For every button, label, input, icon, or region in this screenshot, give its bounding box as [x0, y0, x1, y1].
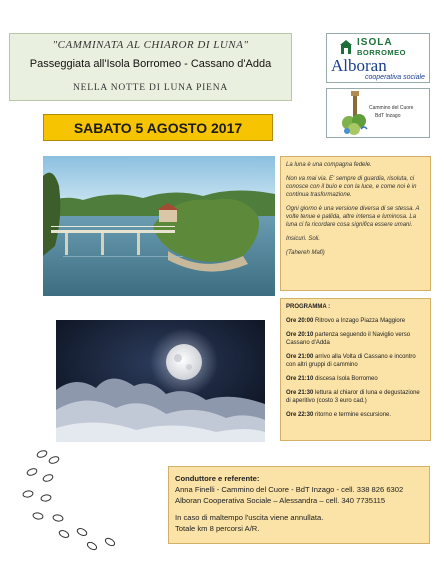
- program-item: [286, 353, 425, 369]
- program-text: lettura al chiaror di luna e degustazione di aperitivo (costo 3 euro cad.): [286, 390, 420, 404]
- program-time: Ore 20:00: [286, 318, 314, 324]
- note-line: In caso di maltempo l'uscita viene annullata.: [175, 513, 324, 522]
- program-item: [286, 375, 425, 383]
- cammino-line2-text: BdT Inzago: [375, 113, 401, 119]
- contact-box: [168, 466, 430, 544]
- event-date-banner: SABATO 5 AGOSTO 2017: [43, 114, 273, 141]
- cammino-tree-icon: [327, 89, 431, 139]
- borromeo-logo-text: BORROMEO: [357, 48, 406, 57]
- program-box: [280, 298, 431, 441]
- poem-box: [280, 156, 431, 291]
- program-time: Ore 21:00: [286, 354, 314, 360]
- contact-line: Anna Finelli - Cammino del Cuore - BdT Inzago - cell. 338 826 6302: [175, 485, 404, 494]
- poem-paragraph: Non va mai via. E' sempre di guardia, risoluta, ci conosce con il buio e con la luce, e come noi è in continua trasformazione.: [286, 176, 417, 198]
- poem-paragraph: La luna è una compagna fedele.: [286, 162, 372, 168]
- note-line: Totale km 8 percorsi A/R.: [175, 524, 260, 533]
- program-time: Ore 21:10: [286, 376, 314, 382]
- footprints-icon: [18, 446, 128, 556]
- river-island-photo: [43, 156, 275, 296]
- isola-logo-text: ISOLA: [357, 37, 393, 48]
- contact-title: Conduttore e referente:: [175, 474, 260, 483]
- poem-paragraph: Ogni giorno è una versione diversa di se stessa. A volte tenue e pallida, altre intensa e luminosa. La luna ci fa ricordare cosa significa essere umani.: [286, 206, 420, 228]
- program-text: arrivo alla Volta di Cassano e incontro con altri gruppi di cammino: [286, 354, 416, 368]
- poem-author: (Tahereh Mafi): [286, 250, 325, 256]
- program-text: ritorno e termine escursione.: [315, 412, 392, 418]
- alboran-logo: [326, 33, 430, 83]
- program-time: Ore 22:30: [286, 412, 314, 418]
- cammino-del-cuore-logo: [326, 88, 430, 138]
- building-icon: [339, 39, 353, 55]
- full-moon-photo: [56, 320, 265, 442]
- program-text: discesa Isola Borromeo: [315, 376, 378, 382]
- program-time: Ore 21:30: [286, 390, 314, 396]
- event-subtitle: Passeggiata all'Isola Borromeo - Cassano d'Adda: [29, 58, 272, 70]
- program-title: PROGRAMMA :: [286, 304, 331, 310]
- program-text: Ritrovo a Inzago Piazza Maggiore: [315, 318, 406, 324]
- alboran-logo-text: Alboran: [331, 56, 387, 75]
- program-item: [286, 317, 425, 325]
- cammino-line1-text: Cammino del Cuore: [369, 105, 414, 111]
- program-item: [286, 389, 425, 405]
- program-text: partenza seguendo il Naviglio verso Cassano d'Adda: [286, 332, 411, 346]
- event-title: "CAMMINATA AL CHIAROR DI LUNA": [52, 39, 249, 51]
- contact-line: Alboran Cooperativa Sociale – Alessandra – cell. 340 7735115: [175, 496, 386, 505]
- poem-paragraph: Insicuri. Soli.: [286, 236, 321, 242]
- program-item: [286, 411, 425, 419]
- coop-logo-text: cooperativa sociale: [365, 74, 425, 81]
- program-time: Ore 20:10: [286, 332, 314, 338]
- event-tagline: NELLA NOTTE DI LUNA PIENA: [72, 83, 229, 93]
- program-item: [286, 331, 425, 347]
- event-header: [9, 33, 292, 101]
